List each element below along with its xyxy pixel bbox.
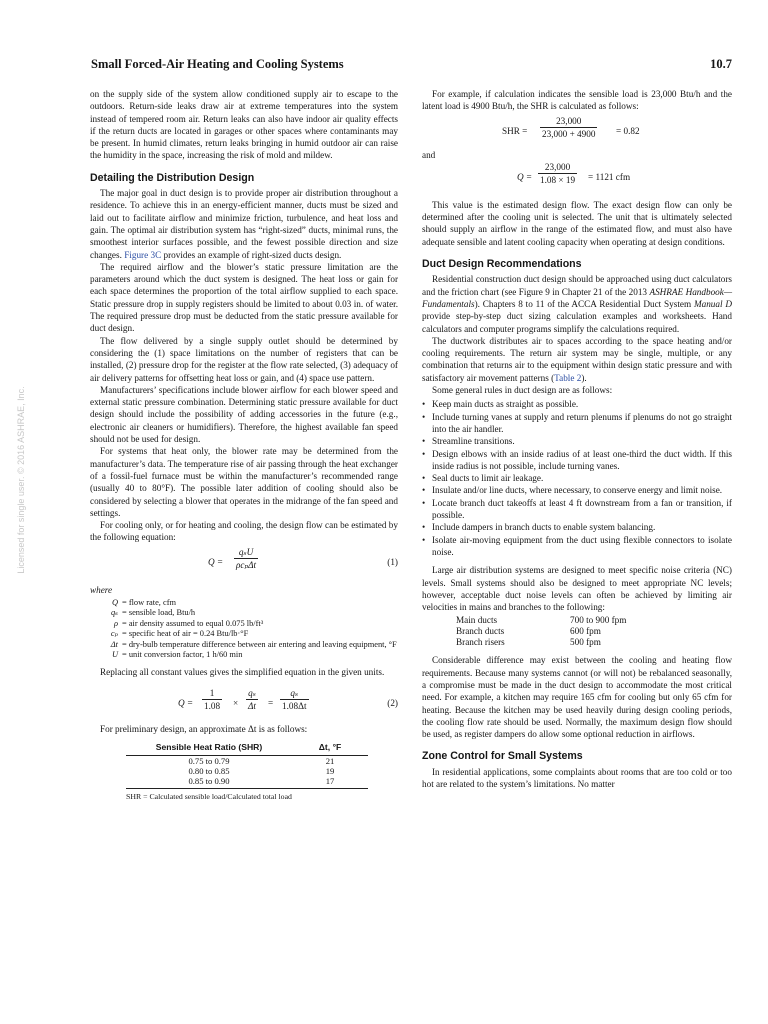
table-note: SHR = Calculated sensible load/Calculated total load bbox=[126, 792, 292, 802]
definition-row: Δt = dry-bulb temperature difference between air entering and leaving equipment, °F bbox=[110, 639, 397, 649]
paragraph: For cooling only, or for heating and cooling, the design flow can be estimated by the following equation: bbox=[90, 520, 398, 543]
equation-shr: SHR = $\frac{23,000}{23,000 + 4900}$ = 0.82 bbox=[502, 115, 640, 139]
page-number: 10.7 bbox=[710, 57, 732, 71]
paragraph: The flow delivered by a single supply outlet should be determined by considering the (1) space limitations on the number of registers that can be installed, (2) pressure drop for the register at the flow rate selected, (3) adequacy of air delivery patterns for offsetting heat loss or gain, and (4) space use pattern. bbox=[90, 335, 398, 383]
license-text: Licensed for single user. © 2016 ASHRAE, Inc. bbox=[16, 386, 26, 574]
variable-definitions bbox=[90, 598, 398, 660]
paragraph: Some general rules in duct design are as follows: bbox=[432, 385, 613, 396]
paragraph: on the supply side of the system allow conditioned supply air to escape to the outdoors. Return-side leaks draw air at extreme temperatures into the system instead of tempered room air. Return leaks can also have indoor air quality effects if the return ducts are located in garages or other spaces where contaminants may be present. In humid climates, return leaks bringing in humid outdoor air can raise the humidity in the space, increasing the risk of mold and mildew. bbox=[90, 89, 398, 161]
section-heading-duct-design: Duct Design Recommendations bbox=[422, 258, 582, 271]
list-item: • Include dampers in branch ducts to enable system balancing. bbox=[422, 521, 732, 533]
list-item: • Insulate and/or line ducts, where necessary, to conserve energy and limit noise. bbox=[422, 484, 732, 496]
list-item: • Isolate air-moving equipment from the duct using flexible connectors to isolate noise. bbox=[422, 534, 732, 559]
left-column bbox=[90, 88, 398, 804]
running-title: Small Forced-Air Heating and Cooling Systems bbox=[91, 57, 344, 71]
section-heading-detailing: Detailing the Distribution Design bbox=[90, 171, 255, 184]
list-item: • Streamline transitions. bbox=[422, 435, 732, 447]
definition-row: Q = flow rate, cfm bbox=[111, 597, 177, 607]
definition-row: qₛ = sensible load, Btu/h bbox=[110, 608, 196, 618]
license-watermark bbox=[6, 330, 36, 630]
list-item: • Locate branch duct takeoffs at least 4 ft downstream from a fan or transition, if possible. bbox=[422, 497, 732, 522]
right-column bbox=[422, 88, 732, 790]
paragraph: Residential construction duct design should be approached using duct calculators and the friction chart (see Figure 9 in Chapter 21 of the 2013 ASHRAE Handbook—Fundamentals). Chapters 8 to 11 of the ACCA Residential Duct System Manual D provide step-by-step duct sizing calculation examples and worksheets. Hand calculators and computer programs simplify the calculations required. bbox=[422, 274, 733, 334]
paragraph: For example, if calculation indicates the sensible load is 23,000 Btu/h and the latent load is 4900 Btu/h, the SHR is calculated as follows: bbox=[422, 89, 732, 112]
equation-2: Q = $\frac{1}{1.08}$ × $\frac{\text{qₛ}}{\Delta t}$ = $\frac{\text{qₛ}}{1.08\Delta t}$ (2) bbox=[178, 687, 398, 712]
paragraph: Manufacturers’ specifications include blower airflow for each blower speed and external static pressure combination. Determining static pressure available for duct design should include the possibility of adding accessories in the future (e.g., electronic air cleaners or humidifiers). Therefore, the highest available fan speed should not be used for design. bbox=[90, 384, 398, 445]
equation-number: (1) bbox=[387, 556, 398, 567]
paragraph: Considerable difference may exist between the cooling and heating flow requirements. Because many systems cannot (or will not) be rebalanced seasonally, a compromise must be made in the duct design to accommodate the most critical need. For example, a kitchen may require 165 cfm for cooling but only 65 cfm for heating. Because the kitchen may be used heavily during design cooling periods, the cooling flow rate should be used. Normally, the maximum design flow should be used, as register dampers do allow some optional reduction in airflows. bbox=[422, 655, 732, 740]
where-label: where bbox=[90, 584, 113, 595]
list-item: • Seal ducts to limit air leakage. bbox=[422, 472, 732, 484]
paragraph: The required airflow and the blower’s static pressure limitation are the parameters around which the duct system is designed. The heat loss or gain for each space determines the proportion of the total airflow supplied to each space. Static pressure drop in supply registers should be limited to about 0.03 in. of water. The required pressure drop must be deducted from the static pressure available for duct design. bbox=[90, 261, 398, 334]
table-row: Branch ducts 600 fpm bbox=[456, 626, 601, 637]
velocity-table bbox=[456, 615, 636, 648]
equation-flow: Q = $\frac{23,000}{1.08 \times 19}$ = 1121 cfm bbox=[517, 161, 631, 186]
paragraph: For preliminary design, an approximate Δt is as follows: bbox=[100, 723, 308, 734]
paragraph: Large air distribution systems are designed to meet specific noise criteria (NC) levels. Small systems should also be designed to meet appropriate NC levels; however, acceptable duct noise levels can often be achieved by limiting air velocities in mains and branches to the following: bbox=[422, 565, 732, 613]
column-header: Sensible Heat Ratio (SHR) bbox=[126, 739, 292, 756]
paragraph: The major goal in duct design is to provide proper air distribution throughout a residence. To achieve this in an energy-efficient manner, ducts must be sized and laid out to facilitate airflow and minimize friction, turbulence, and heat loss and gain. The optimal air distribution system has “right-sized” ducts, minimal runs, the smoothest interior surfaces possible, and the fewest possible direction and size changes. Figure 3C provides an example of right-sized ducts design. bbox=[90, 188, 398, 260]
list-item: • Keep main ducts as straight as possible. bbox=[422, 398, 732, 410]
definition-row: U = unit conversion factor, 1 h/60 min bbox=[111, 650, 243, 660]
table-row: Main ducts 700 to 900 fpm bbox=[456, 615, 627, 626]
table-header-row bbox=[126, 739, 368, 756]
paragraph: In residential applications, some complaints about rooms that are too cold or too hot are related to the system’s limitations. No matter bbox=[422, 766, 732, 790]
definition-row: cₚ = specific heat of air = 0.24 Btu/lb·°F bbox=[110, 629, 249, 639]
paragraph: For systems that heat only, the blower rate may be determined from the manufacturer’s data. The temperature rise of air passing through the heat exchanger of a fossil-fuel furnace must be within the manufacturer’s recommended range (usually 40 to 80°F). The possible later addition of cooling should also be considered by selecting a blower that operates in the midrange of the fan speed and settings. bbox=[90, 446, 398, 518]
table-2-link[interactable]: Table 2 bbox=[554, 372, 582, 383]
list-item: • Include turning vanes at supply and return plenums if plenums do not go straight into the air handler. bbox=[422, 411, 732, 436]
page-header bbox=[91, 57, 732, 73]
column-header: Δt, °F bbox=[292, 739, 368, 756]
table-row: 0.85 to 0.90 17 bbox=[126, 776, 368, 789]
section-heading-zone-control: Zone Control for Small Systems bbox=[422, 750, 583, 763]
duct-rules-list bbox=[422, 398, 732, 558]
paragraph: The ductwork distributes air to spaces according to the space heating and/or cooling requirements. The return air system may be single, multiple, or any combination that returns air to the equipment within design static pressure and with satisfactory air movement patterns (Table 2). bbox=[422, 335, 732, 383]
and-word: and bbox=[422, 149, 436, 160]
paragraph: This value is the estimated design flow. The exact design flow can only be determined after the cooling unit is selected. The unit that is ultimately selected should supply an airflow in the range of the estimated flow, and must also have adequate sensible and latent cooling capacity when operating at design conditions. bbox=[422, 199, 732, 247]
table-row: 0.80 to 0.85 19 bbox=[188, 766, 335, 777]
equation-number: (2) bbox=[387, 697, 398, 708]
list-item: • Design elbows with an inside radius of at least one-third the duct width. If this inside radius is not possible, include turning vanes. bbox=[422, 448, 732, 473]
table-row: Branch risers 500 fpm bbox=[456, 637, 601, 648]
paragraph: Replacing all constant values gives the simplified equation in the given units. bbox=[100, 667, 385, 678]
shr-table bbox=[126, 739, 368, 789]
equation-1: Q = qₛU ρcₚΔt (1) bbox=[208, 546, 398, 570]
table-row: 0.75 to 0.79 21 bbox=[188, 756, 335, 767]
definition-row: ρ = air density assumed to equal 0.075 lb/ft³ bbox=[113, 618, 264, 628]
figure-3c-link[interactable]: Figure 3C bbox=[124, 249, 162, 260]
